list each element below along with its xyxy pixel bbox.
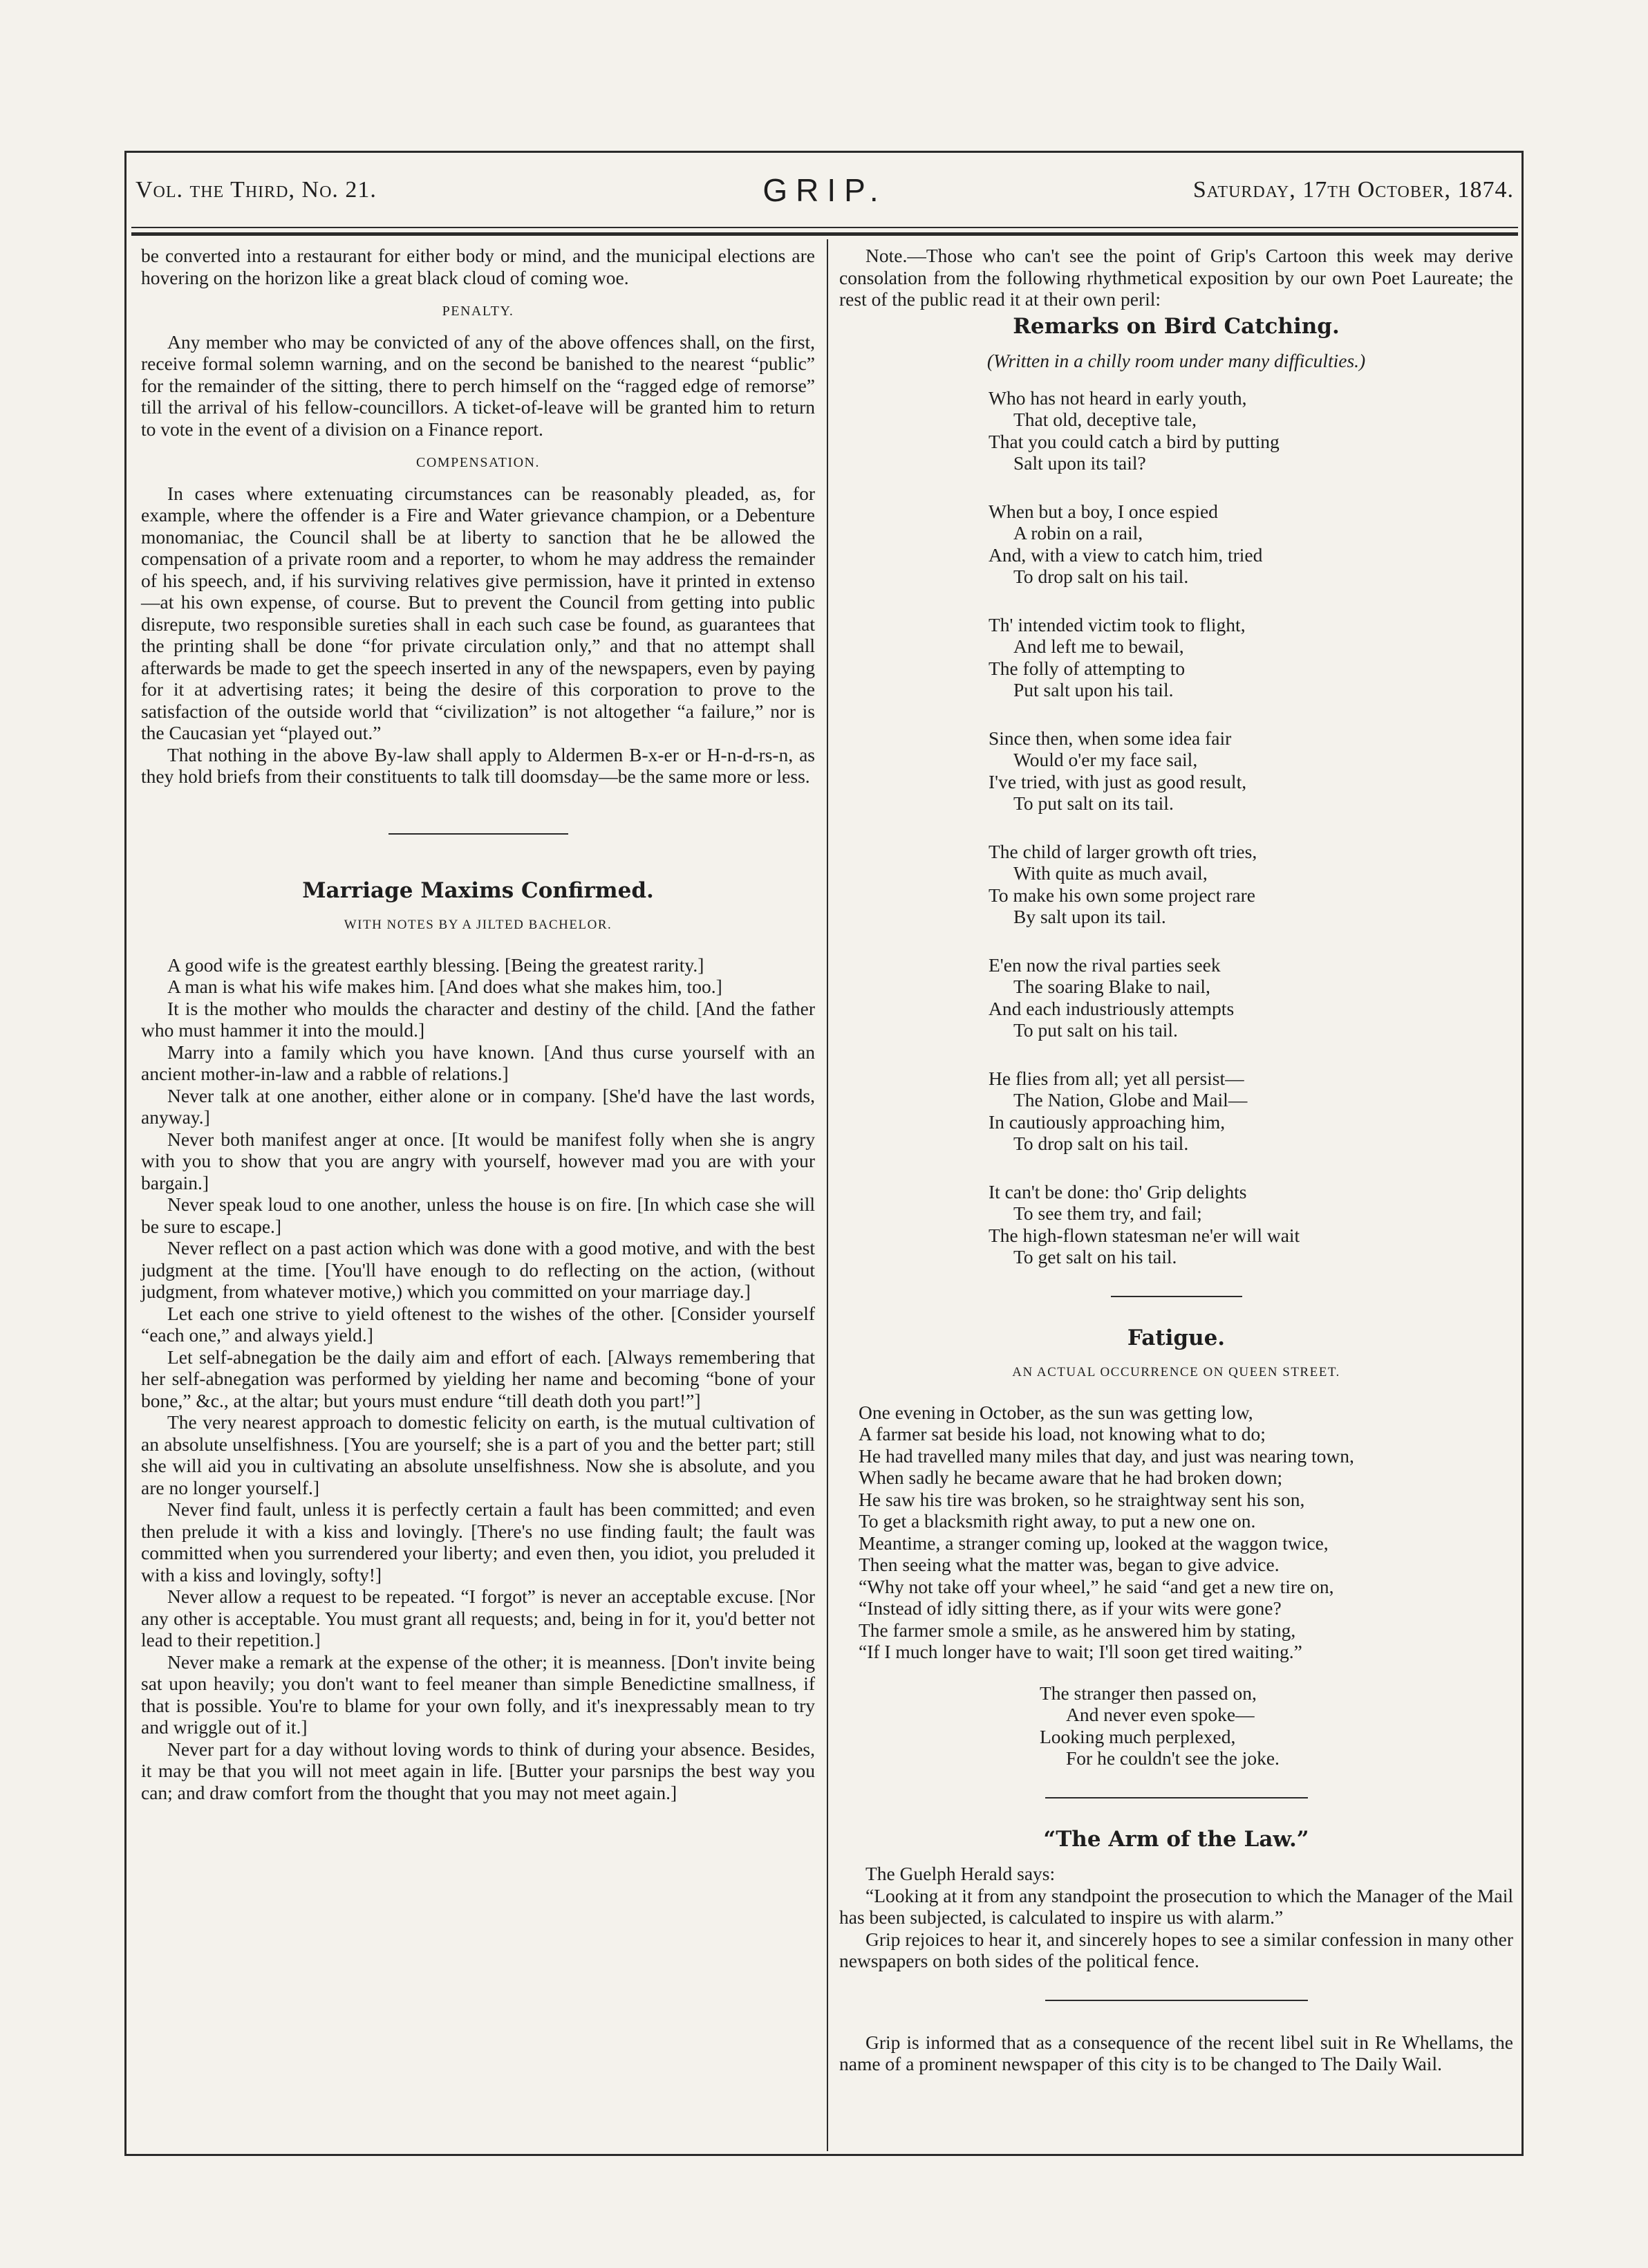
- poem-line: The soaring Blake to nail,: [1013, 976, 1210, 997]
- maxim-paragraph: Let self-abnegation be the daily aim and effort of each. [Always remembering that her self-abnegation was performed by yielding her name and becoming “bone of your bone,” &c., at the altar; but yours must endure “till death doth you part!”]: [141, 1346, 815, 1411]
- newspaper-title: GRIP.: [762, 172, 887, 208]
- poem-line: When but a boy, I once espied: [989, 500, 1218, 522]
- poem-line: The child of larger growth oft tries,: [989, 840, 1257, 862]
- poem-line: The Nation, Globe and Mail—: [1013, 1089, 1248, 1110]
- column-divider: [827, 239, 828, 2151]
- maxim-paragraph: A man is what his wife makes him. [And does what she makes him, too.]: [167, 976, 722, 997]
- maxim-paragraph: Never allow a request to be repeated. “I forgot” is never an acceptable excuse. [Nor any other is acceptable. You must grant all requests; and, being in for it, you'd better not lead to their repetition.]: [141, 1586, 815, 1651]
- poem-line: And, with a view to catch him, tried: [989, 543, 1263, 566]
- section-separator: [1045, 2000, 1308, 2001]
- bird-catching-subtitle: (Written in a chilly room under many difficulties.): [986, 350, 1366, 371]
- libel-paragraph: Grip is informed that as a consequence of the recent libel suit in Re Whellams, the name of a prominent newspaper of this city is to be changed to The Daily Wail.: [839, 2031, 1513, 2074]
- law-intro: The Guelph Herald says:: [865, 1863, 1056, 1884]
- poem-line: By salt upon its tail.: [1013, 906, 1166, 927]
- poem-line: “Instead of idly sitting there, as if your wits were gone?: [859, 1597, 1282, 1619]
- penalty-heading: PENALTY.: [442, 304, 514, 319]
- poem-line: He had travelled many miles that day, and just was nearing town,: [859, 1444, 1354, 1467]
- poem-line: That you could catch a bird by putting: [989, 430, 1280, 452]
- poem-line: The farmer smole a smile, as he answered him by stating,: [859, 1619, 1296, 1641]
- poem-stanza: [989, 1181, 1513, 1268]
- poem-line: With quite as much avail,: [1013, 862, 1208, 884]
- aldermen-paragraph: That nothing in the above By-law shall apply to Aldermen B-x-er or H-n-d-rs-n, as they hold briefs from their constituents to talk till doomsday—be the same more or less.: [141, 743, 815, 787]
- poem-line: He flies from all; yet all persist—: [989, 1067, 1244, 1089]
- maxim-paragraph: Let each one strive to yield oftenest to the wishes of the other. [Consider yourself “each one,” and always yield.]: [141, 1302, 815, 1346]
- poem-line: The stranger then passed on,: [1040, 1682, 1257, 1704]
- bylaw-continuation: be converted into a restaurant for either body or mind, and the municipal elections are hovering on the horizon like a great black cloud of coming woe.: [141, 245, 815, 288]
- section-separator: [388, 833, 568, 835]
- poem-line: The folly of attempting to: [989, 657, 1186, 679]
- poem-line: For he couldn't see the joke.: [1066, 1747, 1280, 1769]
- maxim-paragraph: Never part for a day without loving words to think of during your absence. Besides, it may be that you will not meet again in life. [Butter your parsnips the best way you can; and draw comfort from the thought that you may not meet again.]: [141, 1738, 815, 1803]
- compensation-heading: COMPENSATION.: [416, 455, 540, 470]
- maxim-paragraph: A good wife is the greatest earthly blessing. [Being the greatest rarity.]: [167, 954, 704, 976]
- maxim-paragraph: Never make a remark at the expense of the other; it is meanness. [Don't invite being sat upon heavily; you don't want to feel meaner than simple Benedictine smallness, if that is possible. You're to blame for your own folly, and it's inexpressably mean to try and wriggle out of it.]: [141, 1651, 815, 1738]
- compensation-paragraph: In cases where extenuating circumstances can be reasonably pleaded, as, for example, where the offender is a Fire and Water grievance champion, or a Debenture monomaniac, the Council shall be at liberty to sanction that he be allowed the compensation of a private room and a reporter, to whom he may address the remainder of his speech, and, if his surviving relatives give permission, have it printed in extenso—at his own expense, of course. But to prevent the Council from getting into public disrepute, two responsible sureties shall in each such case be found, as guarantees that the printing shall be done “for private circulation only,” and that no attempt shall afterwards be made to get the speech inserted in any of the newspapers, even by paying for it at advertising rates; it being the desire of this corporation to prove to the satisfaction of the outside world that “civilization” is not altogether “a failure,” nor is the Caucasian yet “played out.”: [141, 482, 815, 743]
- poem-stanza: [989, 387, 1513, 474]
- poem-line: To make his own some project rare: [989, 884, 1256, 906]
- section-separator: [1045, 1797, 1308, 1798]
- poem-line: A farmer sat beside his load, not knowing what to do;: [859, 1423, 1266, 1444]
- fatigue-closing-stanza: [1040, 1682, 1513, 1769]
- masthead: [135, 173, 1514, 214]
- poem-line: One evening in October, as the sun was getting low,: [859, 1401, 1253, 1423]
- law-comment: Grip rejoices to hear it, and sincerely hopes to see a similar confession in many other newspapers on both sides of the political fence.: [839, 1928, 1513, 1971]
- poem-line: In cautiously approaching him,: [989, 1110, 1226, 1133]
- maxim-paragraph: Never talk at one another, either alone or in company. [She'd have the last words, anyway.]: [141, 1084, 815, 1128]
- poem-line: To get salt on his tail.: [1013, 1246, 1177, 1267]
- poem-line: Meantime, a stranger coming up, looked at the waggon twice,: [859, 1532, 1329, 1554]
- poem-line: Th' intended victim took to flight,: [989, 613, 1246, 635]
- marriage-maxims-title: Marriage Maxims Confirmed.: [302, 877, 654, 903]
- maxim-paragraph: Never both manifest anger at once. [It would be manifest folly when she is angry with you to show that you are angry with yourself, however mad you are with your bargain.]: [141, 1128, 815, 1193]
- marriage-maxims-subtitle: WITH NOTES BY A JILTED BACHELOR.: [344, 918, 612, 932]
- poem-stanza: [989, 1068, 1513, 1155]
- masthead-rule-thin: [131, 227, 1518, 228]
- fatigue-title: Fatigue.: [1127, 1325, 1226, 1350]
- fatigue-subtitle: AN ACTUAL OCCURRENCE ON QUEEN STREET.: [1012, 1365, 1340, 1379]
- poem-line: Salt upon its tail?: [1013, 452, 1146, 474]
- poem-line: And each industriously attempts: [989, 997, 1235, 1019]
- poem-line: Then seeing what the matter was, began to give advice.: [859, 1554, 1280, 1575]
- maxim-paragraph: Never speak loud to one another, unless the house is on fire. [In which case she will be sure to escape.]: [141, 1193, 815, 1237]
- poem-line: To drop salt on his tail.: [1013, 566, 1189, 587]
- volume-number: Vol. the Third, No. 21.: [135, 177, 377, 203]
- arm-of-law-title: “The Arm of the Law.”: [1043, 1826, 1309, 1852]
- poem-line: It can't be done: tho' Grip delights: [989, 1180, 1247, 1202]
- poem-line: That old, deceptive tale,: [1013, 409, 1197, 430]
- issue-date: Saturday, 17th October, 1874.: [1192, 177, 1514, 203]
- cartoon-note: Note.—Those who can't see the point of Grip's Cartoon this week may derive consolation from the following rhythmetical exposition by our own Poet Laureate; the rest of the public read it at their own peril:: [839, 245, 1513, 310]
- poem-line: Looking much perplexed,: [1040, 1725, 1236, 1747]
- poem-line: Since then, when some idea fair: [989, 727, 1232, 749]
- poem-line: To drop salt on his tail.: [1013, 1133, 1189, 1154]
- poem-stanza: [989, 727, 1513, 815]
- poem-line: And left me to bewail,: [1013, 635, 1184, 657]
- poem-line: To get a blacksmith right away, to put a new one on.: [859, 1510, 1256, 1532]
- poem-line: And never even spoke—: [1066, 1704, 1255, 1725]
- poem-stanza: [989, 954, 1513, 1041]
- poem-line: To see them try, and fail;: [1013, 1202, 1202, 1224]
- poem-line: Who has not heard in early youth,: [989, 387, 1247, 409]
- poem-line: Put salt upon his tail.: [1013, 679, 1174, 700]
- bird-catching-title: Remarks on Bird Catching.: [1013, 313, 1340, 339]
- poem-line: The high-flown statesman ne'er will wait: [989, 1224, 1300, 1246]
- poem-line: Would o'er my face sail,: [1013, 749, 1198, 770]
- penalty-paragraph: Any member who may be convicted of any of the above offences shall, on the first, receive formal solemn warning, and on the second be banished to the nearest “public” for the remainder of the sitting, there to perch himself on the “ragged edge of remorse” till the arrival of his fellow-councillors. A ticket-of-leave will be granted him to return to vote in the event of a division on a Finance report.: [141, 331, 815, 440]
- poem-line: “If I much longer have to wait; I'll soon get tired waiting.”: [859, 1641, 1302, 1662]
- maxim-paragraph: It is the mother who moulds the character and destiny of the child. [And the father who must hammer it into the mould.]: [141, 997, 815, 1041]
- poem-stanza: [989, 501, 1513, 588]
- poem-line: When sadly he became aware that he had broken down;: [859, 1467, 1283, 1488]
- poem-line: To put salt on its tail.: [1013, 792, 1174, 814]
- poem-line: A robin on a rail,: [1013, 522, 1143, 543]
- maxim-paragraph: Never reflect on a past action which was done with a good motive, and with the best judgment at the time. [You'll have enough to do reflecting on the action, (without judgment, from whatever motive,) which you committed on your marriage day.]: [141, 1237, 815, 1302]
- maxim-paragraph: Marry into a family which you have known. [And thus curse yourself with an ancient mother-in-law and a rabble of relations.]: [141, 1041, 815, 1084]
- masthead-rule-thick: [131, 232, 1518, 236]
- poem-line: To put salt on his tail.: [1013, 1019, 1178, 1041]
- section-separator: [1111, 1296, 1242, 1297]
- poem-line: “Why not take off your wheel,” he said “and get a new tire on,: [859, 1575, 1334, 1597]
- poem-line: He saw his tire was broken, so he straightway sent his son,: [859, 1488, 1305, 1510]
- maxim-paragraph: Never find fault, unless it is perfectly certain a fault has been committed; and even then prelude it with a kiss and lovingly. [There's no use finding fault; the fault was committed when you surrendered your liberty; and even then, you idiot, you preluded it with a kiss and lovingly, softy!]: [141, 1498, 815, 1586]
- poem-stanza: [989, 841, 1513, 928]
- poem-line: I've tried, with just as good result,: [989, 770, 1247, 792]
- fatigue-poem: [859, 1402, 1513, 1663]
- left-column: [141, 245, 815, 1803]
- law-quote: “Looking at it from any standpoint the prosecution to which the Manager of the Mail has been subjected, is calculated to inspire us with alarm.”: [839, 1884, 1513, 1928]
- maxim-paragraph: The very nearest approach to domestic felicity on earth, is the mutual cultivation of an absolute unselfishness. [You are yourself; she is a part of you and the better part; still she will aid you in cultivating an absolute unselfishness. Now she is absolute, and you are no longer yourself.]: [141, 1411, 815, 1498]
- right-column: [839, 245, 1513, 2075]
- poem-stanza: [989, 614, 1513, 701]
- poem-line: E'en now the rival parties seek: [989, 954, 1221, 976]
